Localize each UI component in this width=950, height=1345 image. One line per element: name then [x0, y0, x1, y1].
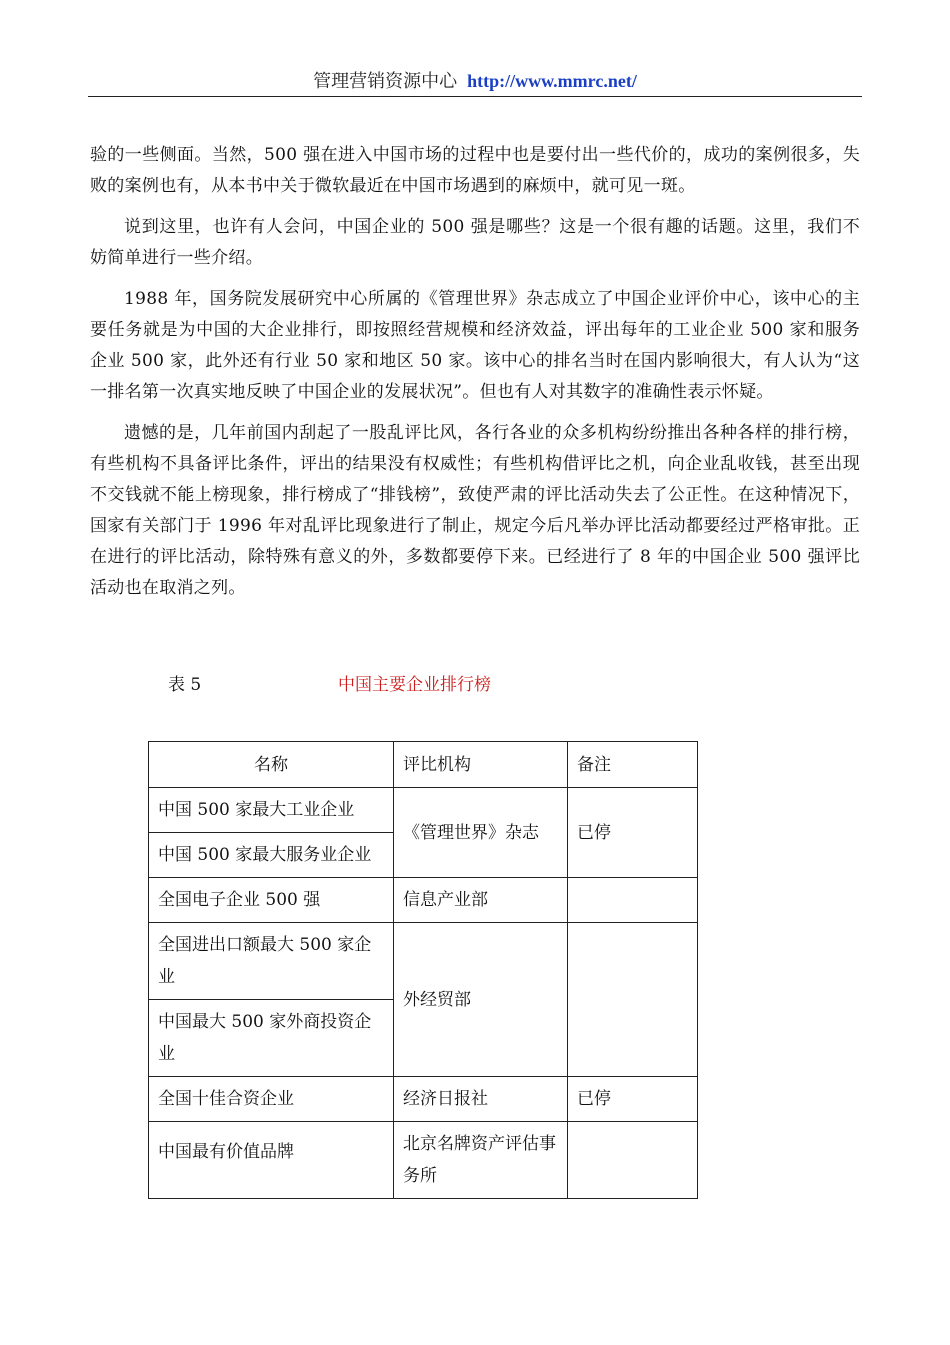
- header-name: 名称: [149, 742, 394, 788]
- table-header-row: [149, 742, 698, 788]
- header-note: 备注: [568, 742, 698, 788]
- cell-org: 北京名牌资产评估事务所: [394, 1122, 568, 1199]
- cell-org: 《管理世界》杂志: [394, 788, 568, 878]
- site-name: 管理营销资源中心: [313, 71, 458, 92]
- cell-note: [568, 878, 698, 923]
- site-url[interactable]: http://www.mmrc.net/: [467, 71, 637, 91]
- cell-name: 中国最大 500 家外商投资企业: [149, 1000, 394, 1077]
- cell-org: 外经贸部: [394, 923, 568, 1077]
- document-body: [90, 140, 860, 614]
- paragraph-4: 遗憾的是，几年前国内刮起了一股乱评比风，各行各业的众多机构纷纷推出各种各样的排行榜，有些机构不具备评比条件，评出的结果没有权威性；有些机构借评比之机，向企业乱收钱，甚至出现不交钱就不能上榜现象，排行榜成了“排钱榜”，致使严肃的评比活动失去了公正性。在这种情况下，国家有关部门于 1996 年对乱评比现象进行了制止，规定今后凡举办评比活动都要经过严格审批。正在进行的评比活动，除特殊有意义的外，多数都要停下来。已经进行了 8 年的中国企业 500 强评比活动也在取消之列。: [90, 423, 860, 598]
- cell-org: 经济日报社: [394, 1077, 568, 1122]
- cell-name: 中国 500 家最大服务业企业: [149, 833, 394, 878]
- ranking-table: [148, 741, 698, 1199]
- cell-note: 已停: [568, 788, 698, 878]
- table-title: 中国主要企业排行榜: [338, 675, 491, 695]
- cell-note: 已停: [568, 1077, 698, 1122]
- table-row: [149, 878, 698, 923]
- table-row: [149, 923, 698, 1000]
- cell-note: [568, 923, 698, 1077]
- cell-name: 全国电子企业 500 强: [149, 878, 394, 923]
- cell-note: [568, 1122, 698, 1199]
- paragraph-2: 说到这里，也许有人会问，中国企业的 500 强是哪些？这是一个很有趣的话题。这里，我们不妨简单进行一些介绍。: [90, 217, 860, 268]
- cell-name: 全国十佳合资企业: [149, 1077, 394, 1122]
- table-row: [149, 1122, 698, 1199]
- cell-org: 信息产业部: [394, 878, 568, 923]
- cell-name: 全国进出口额最大 500 家企业: [149, 923, 394, 1000]
- cell-name: 中国 500 家最大工业企业: [149, 788, 394, 833]
- table-row: [149, 788, 698, 833]
- table-row: [149, 1077, 698, 1122]
- cell-name: 中国最有价值品牌: [149, 1122, 394, 1199]
- header-org: 评比机构: [394, 742, 568, 788]
- paragraph-3: 1988 年，国务院发展研究中心所属的《管理世界》杂志成立了中国企业评价中心，该中心的主要任务就是为中国的大企业排行，即按照经营规模和经济效益，评出每年的工业企业 500 家和服务企业 500 家，此外还有行业 50 家和地区 50 家。该中心的排名当时在国内影响很大，有人认为“这一排名第一次真实地反映了中国企业的发展状况”。但也有人对其数字的准确性表示怀疑。: [90, 289, 860, 402]
- table-label: 表 5: [168, 675, 202, 695]
- paragraph-1: 验的一些侧面。当然，500 强在进入中国市场的过程中也是要付出一些代价的，成功的案例很多，失败的案例也有，从本书中关于微软最近在中国市场遇到的麻烦中，就可见一斑。: [90, 145, 860, 196]
- page-header: [88, 66, 862, 97]
